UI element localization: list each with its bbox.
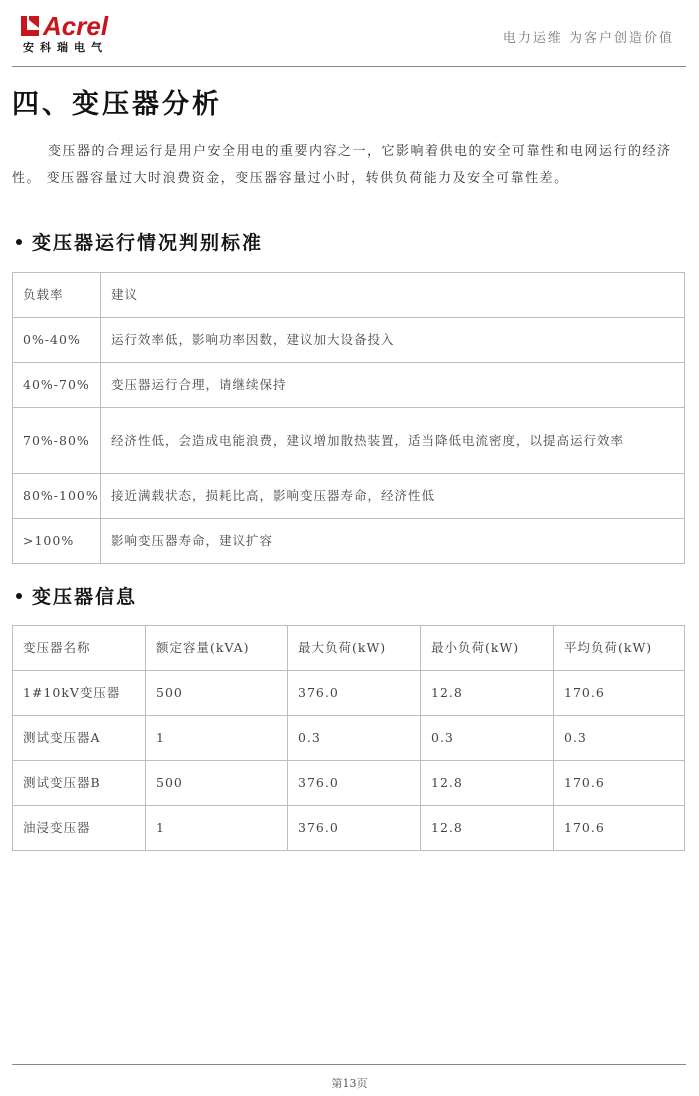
table-cell: 170.6	[554, 671, 685, 716]
table-cell: 0.3	[554, 716, 685, 761]
table-cell: 影响变压器寿命，建议扩容	[101, 519, 685, 564]
logo-chinese-name: 安科瑞电气	[23, 41, 108, 54]
table-cell: 变压器运行合理，请继续保持	[101, 363, 685, 408]
table-header-cell: 变压器名称	[13, 626, 146, 671]
page-header	[0, 0, 699, 68]
table-header-cell: 平均负荷(kW)	[554, 626, 685, 671]
info-subtitle-text: 变压器信息	[32, 586, 138, 608]
table-cell: 0.3	[288, 716, 421, 761]
table-row	[13, 318, 685, 363]
table-cell: 12.8	[421, 671, 554, 716]
header-divider	[12, 66, 686, 67]
section-title: 四、变压器分析	[12, 89, 222, 120]
table-cell: 500	[146, 761, 288, 806]
table-header-cell: 负载率	[13, 273, 101, 318]
table-row	[13, 671, 685, 716]
table-cell: 1	[146, 716, 288, 761]
table-cell: >100%	[13, 519, 101, 564]
transformer-info-table	[12, 625, 685, 851]
table-cell: 500	[146, 671, 288, 716]
table-header-row	[13, 273, 685, 318]
table-header-cell: 额定容量(kVA)	[146, 626, 288, 671]
table-cell: 1#10kV变压器	[13, 671, 146, 716]
table-cell: 油浸变压器	[13, 806, 146, 851]
table-cell: 1	[146, 806, 288, 851]
table-cell: 40%-70%	[13, 363, 101, 408]
table-row	[13, 363, 685, 408]
table-header-cell: 最小负荷(kW)	[421, 626, 554, 671]
table-header-row	[13, 626, 685, 671]
table-header-cell: 建议	[101, 273, 685, 318]
standard-subtitle-text: 变压器运行情况判别标准	[32, 232, 264, 254]
table-row	[13, 474, 685, 519]
info-subtitle	[16, 582, 137, 609]
table-row	[13, 806, 685, 851]
table-cell: 0.3	[421, 716, 554, 761]
table-cell: 12.8	[421, 806, 554, 851]
intro-paragraph: 变压器的合理运行是用户安全用电的重要内容之一，它影响着供电的安全可靠性和电网运行的经济性。 变压器容量过大时浪费资金，变压器容量过小时，转供负荷能力及安全可靠性差。	[12, 144, 672, 186]
bullet-icon	[16, 593, 22, 599]
header-slogan: 电力运维 为客户创造价值	[502, 31, 674, 46]
table-row	[13, 716, 685, 761]
table-cell: 376.0	[288, 671, 421, 716]
table-cell: 170.6	[554, 806, 685, 851]
table-cell: 80%-100%	[13, 474, 101, 519]
table-header-cell: 最大负荷(kW)	[288, 626, 421, 671]
table-cell: 376.0	[288, 761, 421, 806]
table-row	[13, 519, 685, 564]
acrel-logo-mark-icon	[21, 16, 39, 36]
footer-divider	[12, 1064, 686, 1065]
table-row	[13, 408, 685, 474]
table-cell: 运行效率低，影响功率因数，建议加大设备投入	[101, 318, 685, 363]
table-cell: 170.6	[554, 761, 685, 806]
table-cell: 经济性低，会造成电能浪费，建议增加散热装置，适当降低电流密度，以提高运行效率	[101, 408, 685, 474]
table-cell: 测试变压器A	[13, 716, 146, 761]
table-cell: 376.0	[288, 806, 421, 851]
page-number: 第13页	[331, 1077, 368, 1090]
table-cell: 70%-80%	[13, 408, 101, 474]
acrel-logo	[21, 11, 121, 56]
table-cell: 0%-40%	[13, 318, 101, 363]
table-cell: 测试变压器B	[13, 761, 146, 806]
bullet-icon	[16, 239, 22, 245]
logo-text: Acrel	[43, 11, 109, 41]
table-cell: 12.8	[421, 761, 554, 806]
standard-subtitle	[16, 228, 263, 255]
table-cell: 接近满载状态，损耗比高，影响变压器寿命，经济性低	[101, 474, 685, 519]
standard-table	[12, 272, 685, 564]
table-row	[13, 761, 685, 806]
